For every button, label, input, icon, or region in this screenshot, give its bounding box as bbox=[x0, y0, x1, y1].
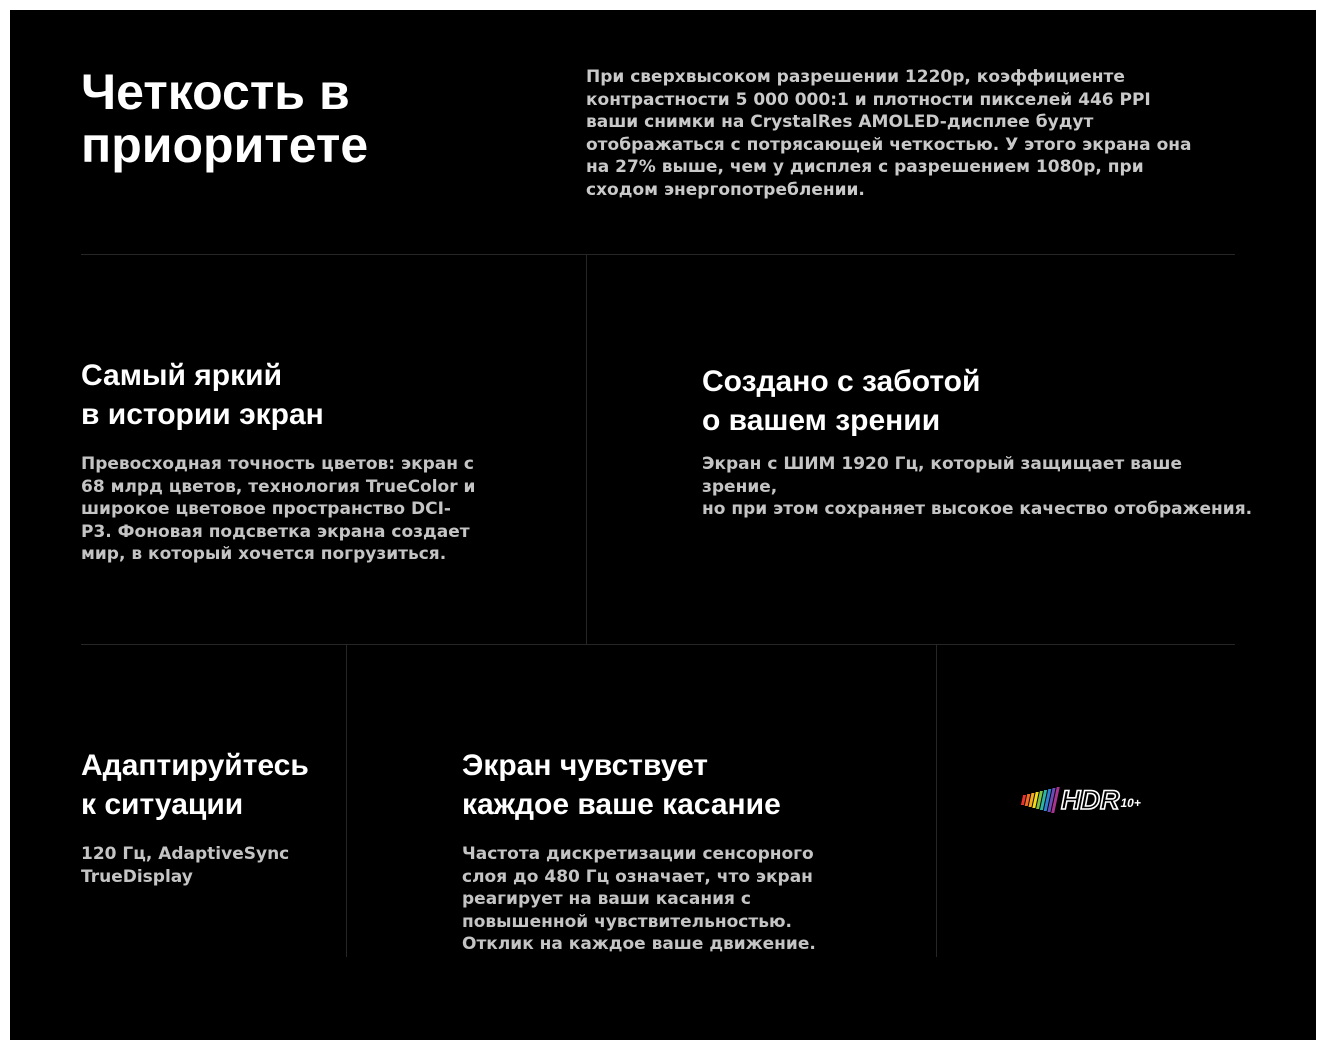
divider-top bbox=[81, 254, 1235, 255]
divider-middle-vertical bbox=[586, 255, 587, 644]
card-brightest-text: Превосходная точность цветов: экран с 68 млрд цветов, технология TrueColor и широкое цветовое пространство DCI- P3. Фоновая подсветка экрана создает мир, в который хочется погрузиться. bbox=[81, 454, 476, 564]
hdr-logo-suffix: 10+ bbox=[1120, 796, 1141, 810]
card-touch-text: Частота дискретизации сенсорного слоя до 480 Гц означает, что экран реагирует на ваши касания с повышенной чувствительностью. Отклик на каждое ваше движение. bbox=[462, 844, 816, 954]
display-features-section bbox=[10, 10, 1316, 1040]
card-adaptive-title: Адаптируйтесь к ситуации bbox=[81, 749, 309, 821]
card-touch-title: Экран чувствует каждое ваше касание bbox=[462, 749, 781, 821]
divider-bottom-vertical-1 bbox=[346, 645, 347, 957]
hdr10plus-logo-icon bbox=[1022, 785, 1182, 815]
card-adaptive-text: 120 Гц, AdaptiveSync TrueDisplay bbox=[81, 844, 290, 887]
hdr-logo-word: HDR bbox=[1061, 785, 1120, 815]
hdr-color-bars bbox=[1022, 786, 1058, 814]
divider-middle bbox=[81, 644, 1235, 645]
divider-bottom-vertical-2 bbox=[936, 645, 937, 957]
card-eye-care-text: Экран с ШИМ 1920 Гц, который защищает ваше зрение, но при этом сохраняет высокое качество отображения. bbox=[702, 454, 1253, 519]
hero-description: При сверхвысоком разрешении 1220p, коэффициенте контрастности 5 000 000:1 и плотности пикселей 446 PPI ваши снимки на CrystalRes AMOLED-дисплее будут отображаться с потрясающей четкостью. У этого экрана она на 27% выше, чем у дисплея с разрешением 1080p, при сходом энергопотреблении. bbox=[586, 67, 1192, 200]
card-brightest-title: Самый яркий в истории экран bbox=[81, 359, 324, 431]
card-eye-care-title: Создано с заботой о вашем зрении bbox=[702, 365, 981, 437]
hero-title: Четкость в приоритете bbox=[81, 64, 369, 173]
